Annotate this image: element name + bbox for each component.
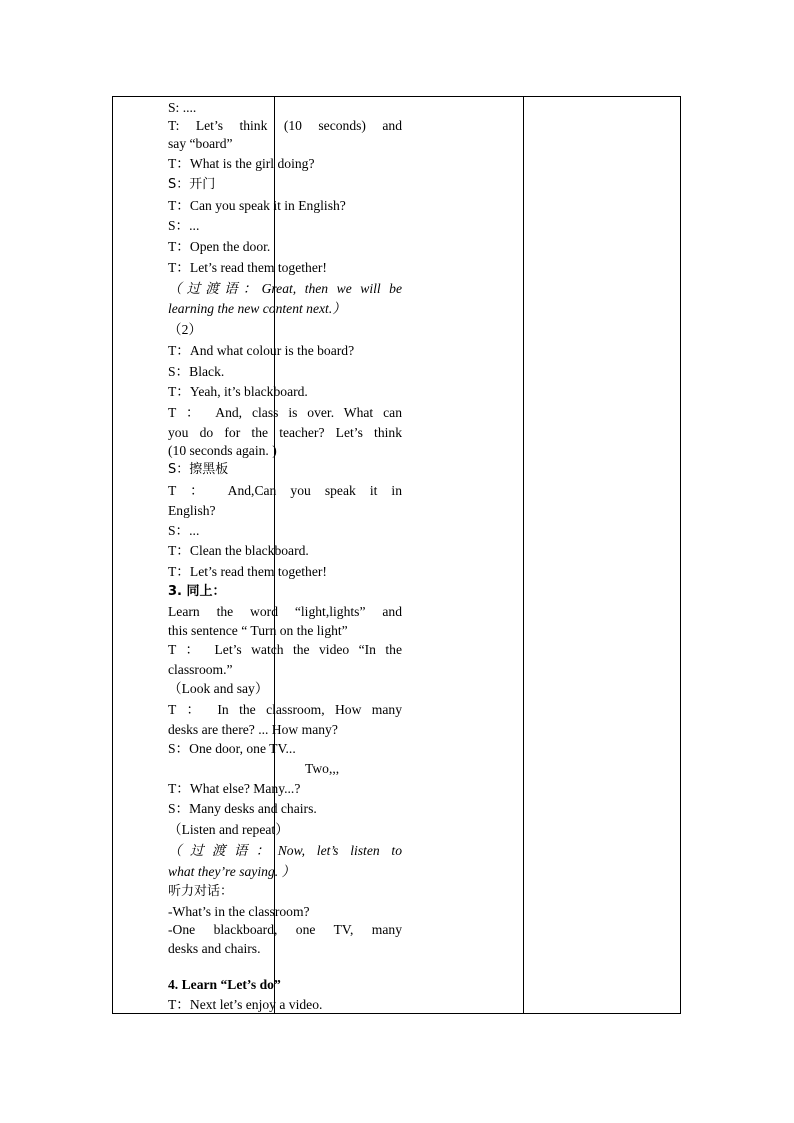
text-line: T：What else? Many...? bbox=[168, 781, 301, 796]
text-line: T：Can you speak it in English? bbox=[168, 198, 346, 213]
text-line: （2） bbox=[168, 322, 202, 337]
text-line: 听力对话： bbox=[168, 884, 234, 899]
text-line: T：Clean the blackboard. bbox=[168, 543, 309, 558]
text-line: Two,,, bbox=[305, 761, 340, 776]
text-line: T：Yeah, it’s blackboard. bbox=[168, 384, 308, 399]
table-column-right bbox=[524, 97, 680, 1013]
text-line: T: Let’s think (10 seconds) and bbox=[168, 118, 402, 133]
text-line: T：Let’s read them together! bbox=[168, 260, 327, 275]
text-line: S：擦黑板 bbox=[168, 462, 229, 477]
text-line: Learn the word “light,lights” and bbox=[168, 604, 402, 619]
text-line: S：Black. bbox=[168, 364, 225, 379]
text-line: （Listen and repeat） bbox=[168, 822, 289, 837]
text-line: T ： Let’s watch the video “In the bbox=[168, 642, 402, 657]
text-line: （Look and say） bbox=[168, 681, 269, 696]
text-line: English? bbox=[168, 503, 216, 518]
text-line: you do for the teacher? Let’s think bbox=[168, 425, 402, 440]
text-line: desks and chairs. bbox=[168, 941, 261, 956]
text-line: T ： And,Can you speak it in bbox=[168, 483, 402, 498]
text-line: (10 seconds again. ) bbox=[168, 443, 277, 458]
section-heading: 4. Learn “Let’s do” bbox=[168, 977, 281, 992]
text-line: T ： In the classroom, How many bbox=[168, 702, 402, 717]
text-line: T：Open the door. bbox=[168, 239, 271, 254]
text-line: T：Let’s read them together! bbox=[168, 564, 327, 579]
text-line: S：Many desks and chairs. bbox=[168, 801, 317, 816]
text-line: S：开门 bbox=[168, 177, 216, 192]
transition-note: what they’re saying. ） bbox=[168, 864, 296, 879]
text-line: S：... bbox=[168, 523, 200, 538]
text-line: say “board” bbox=[168, 136, 233, 151]
text-line: T：Next let’s enjoy a video. bbox=[168, 997, 323, 1012]
text-line: S：... bbox=[168, 218, 200, 233]
transition-note: learning the new content next.） bbox=[168, 301, 346, 316]
section-heading: 3. 同上： bbox=[168, 584, 226, 599]
text-line: S: .... bbox=[168, 100, 197, 115]
text-line: -One blackboard, one TV, many bbox=[168, 922, 402, 937]
text-line: desks are there? ... How many? bbox=[168, 722, 338, 737]
text-line: T：And what colour is the board? bbox=[168, 343, 355, 358]
transition-note: （过渡语：Now, let’s listen to bbox=[168, 843, 402, 858]
text-line: T ： And, class is over. What can bbox=[168, 405, 402, 420]
text-line: this sentence “ Turn on the light” bbox=[168, 623, 348, 638]
transition-note: （过渡语：Great, then we will be bbox=[168, 281, 402, 296]
text-line: S：One door, one TV... bbox=[168, 741, 296, 756]
text-line: T：What is the girl doing? bbox=[168, 156, 315, 171]
text-line: -What’s in the classroom? bbox=[168, 904, 310, 919]
text-line: classroom.” bbox=[168, 662, 233, 677]
